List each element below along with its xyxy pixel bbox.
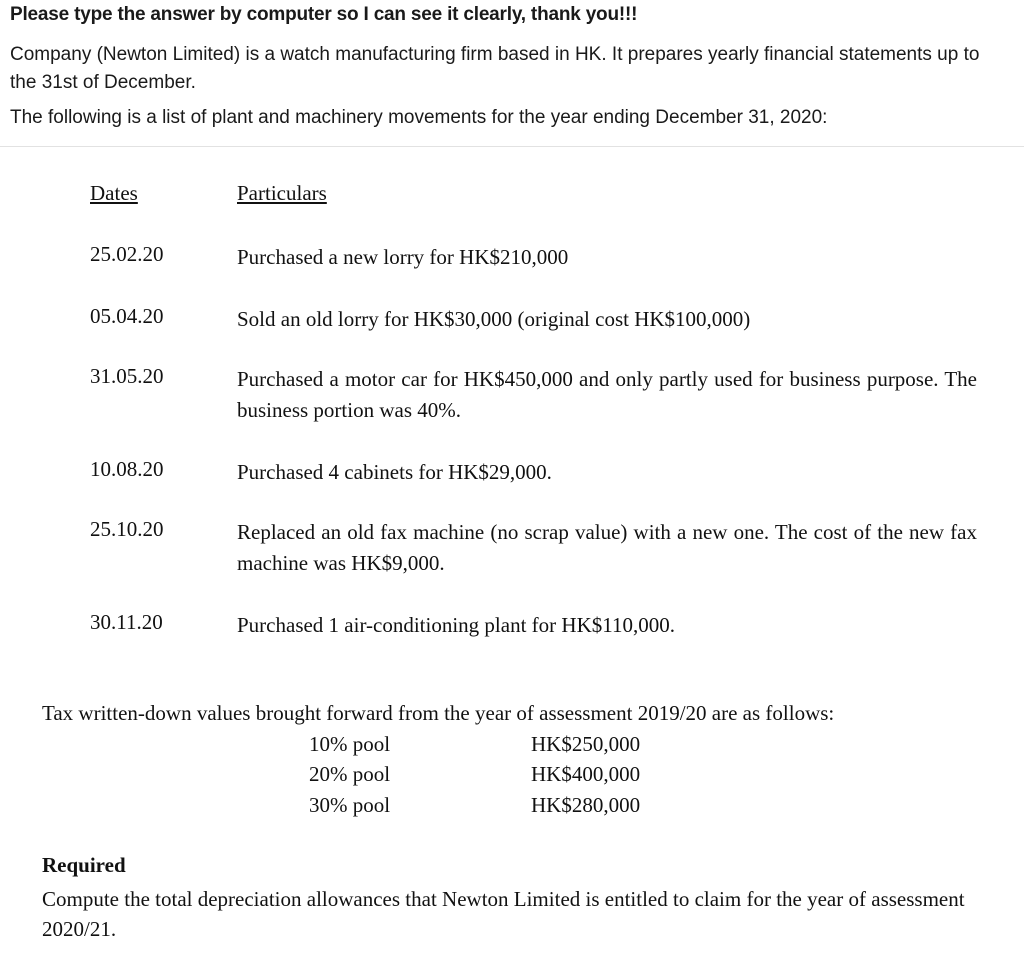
pool-value: HK$250,000 xyxy=(531,732,641,756)
row-particular: Purchased 4 cabinets for HK$29,000. xyxy=(237,460,552,484)
required-text: Compute the total depreciation allowances that Newton Limited is entitled to claim for the year of assessment 2020/21. xyxy=(42,887,965,941)
row-particular: Purchased a new lorry for HK$210,000 xyxy=(237,245,569,269)
row-particular: Purchased a motor car for HK$450,000 and only partly used for business purpose. The business portion was 40%. xyxy=(237,367,977,422)
dates-column-header: Dates xyxy=(90,181,138,205)
urgent-note: Please type the answer by computer so I can see it clearly, thank you!!! xyxy=(10,4,638,25)
row-date: 05.04.20 xyxy=(90,304,164,328)
row-date: 25.10.20 xyxy=(90,517,164,541)
row-date: 31.05.20 xyxy=(90,364,164,388)
pool-name: 20% pool xyxy=(309,762,391,786)
row-particular: Replaced an old fax machine (no scrap value) with a new one. The cost of the new fax machine was HK$9,000. xyxy=(237,520,977,575)
section-divider xyxy=(0,146,1024,147)
row-particular: Purchased 1 air-conditioning plant for HK$110,000. xyxy=(237,613,675,637)
pool-name: 10% pool xyxy=(309,732,391,756)
movements-intro: The following is a list of plant and machinery movements for the year ending December 31, 2020: xyxy=(10,107,828,128)
required-heading: Required xyxy=(42,853,126,877)
particulars-column-header: Particulars xyxy=(237,181,327,205)
pool-row xyxy=(0,793,1024,823)
row-date: 10.08.20 xyxy=(90,457,164,481)
company-intro: Company (Newton Limited) is a watch manufacturing firm based in HK. It prepares yearly financial statements up to the 31st of December. xyxy=(10,44,980,93)
pool-row xyxy=(0,732,1024,762)
pool-value: HK$280,000 xyxy=(531,793,641,817)
row-particular: Sold an old lorry for HK$30,000 (original cost HK$100,000) xyxy=(237,307,751,331)
row-date: 25.02.20 xyxy=(90,242,164,266)
pool-row xyxy=(0,762,1024,792)
row-date: 30.11.20 xyxy=(90,610,163,634)
pool-value: HK$400,000 xyxy=(531,762,641,786)
twdv-intro: Tax written-down values brought forward from the year of assessment 2019/20 are as follows: xyxy=(42,701,835,725)
pool-name: 30% pool xyxy=(309,793,391,817)
